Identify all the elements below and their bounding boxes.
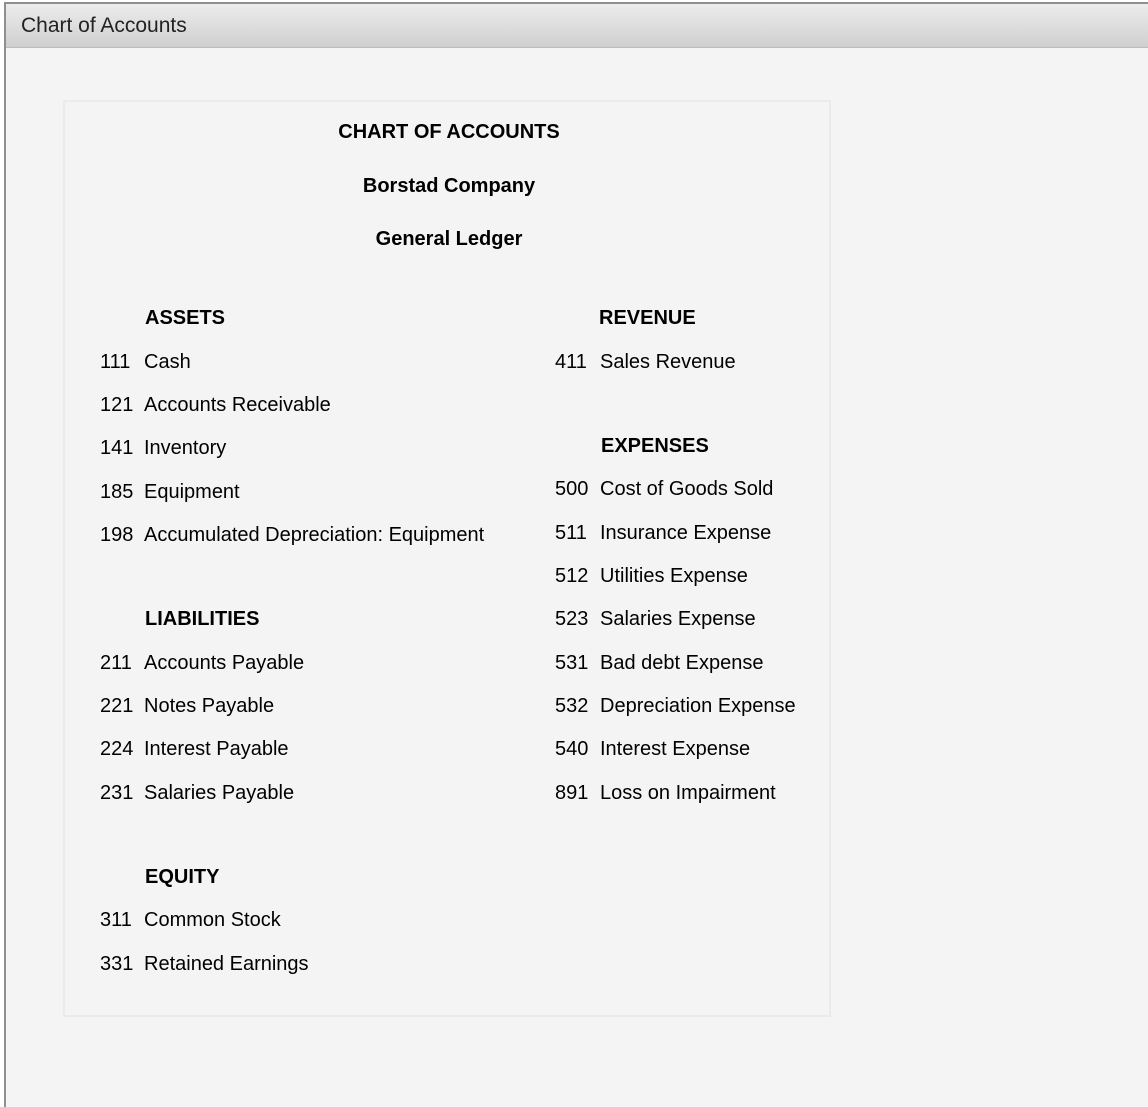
account-row [555, 782, 776, 805]
revenue-heading: REVENUE [599, 307, 696, 329]
account-number: 211 [100, 652, 132, 674]
account-name: Cost of Goods Sold [600, 478, 774, 500]
account-number: 141 [100, 437, 134, 459]
account-number: 540 [555, 738, 589, 760]
account-row [100, 481, 240, 504]
account-row [100, 437, 226, 460]
account-number: 411 [555, 351, 587, 373]
liabilities-heading: LIABILITIES [145, 608, 260, 630]
account-name: Accumulated Depreciation: Equipment [144, 524, 485, 546]
account-number: 511 [555, 522, 587, 544]
window-title-bar[interactable] [6, 4, 1148, 48]
chart-of-accounts-window [4, 2, 1148, 1107]
account-row [555, 695, 796, 718]
account-name: Salaries Expense [600, 608, 756, 630]
account-name: Sales Revenue [600, 351, 736, 373]
account-number: 532 [555, 695, 589, 717]
account-row [100, 351, 191, 374]
account-name: Inventory [144, 437, 227, 459]
account-name: Utilities Expense [600, 565, 748, 587]
equity-heading: EQUITY [145, 866, 220, 888]
account-name: Common Stock [144, 909, 281, 931]
account-row [555, 738, 750, 761]
account-number: 224 [100, 738, 134, 760]
account-number: 221 [100, 695, 134, 717]
account-row [555, 351, 736, 374]
account-row [555, 522, 771, 545]
account-row [100, 953, 309, 976]
window-title: Chart of Accounts [21, 13, 187, 37]
expenses-heading: EXPENSES [601, 435, 709, 457]
account-name: Cash [144, 351, 191, 373]
account-number: 111 [100, 351, 131, 373]
account-number: 121 [100, 394, 134, 416]
account-name: Salaries Payable [144, 782, 295, 804]
chart-title: CHART OF ACCOUNTS [338, 121, 560, 143]
account-row [555, 608, 756, 631]
account-number: 185 [100, 481, 134, 503]
account-row [100, 394, 331, 417]
account-number: 198 [100, 524, 134, 546]
account-row [555, 652, 763, 675]
account-name: Retained Earnings [144, 953, 309, 975]
account-row [100, 652, 304, 675]
chart-of-accounts-panel [63, 100, 831, 1017]
company-name: Borstad Company [362, 175, 536, 197]
assets-heading: ASSETS [145, 307, 226, 329]
ledger-name: General Ledger [375, 228, 523, 250]
account-name: Insurance Expense [600, 522, 772, 544]
account-name: Notes Payable [144, 695, 275, 717]
account-name: Equipment [144, 481, 240, 503]
account-number: 331 [100, 953, 134, 975]
account-row [555, 478, 773, 501]
account-name: Accounts Payable [144, 652, 305, 674]
account-name: Interest Expense [600, 738, 751, 760]
account-row [555, 565, 748, 588]
account-row [100, 782, 294, 805]
account-number: 891 [555, 782, 589, 804]
account-row [100, 695, 274, 718]
account-number: 531 [555, 652, 589, 674]
account-name: Depreciation Expense [600, 695, 796, 717]
account-row [100, 524, 484, 547]
account-name: Interest Payable [144, 738, 289, 760]
account-number: 500 [555, 478, 589, 500]
account-row [100, 909, 281, 932]
account-row [100, 738, 289, 761]
account-number: 512 [555, 565, 589, 587]
account-number: 311 [100, 909, 132, 931]
account-number: 523 [555, 608, 589, 630]
account-name: Bad debt Expense [600, 652, 764, 674]
account-number: 231 [100, 782, 134, 804]
account-name: Loss on Impairment [600, 782, 776, 804]
account-name: Accounts Receivable [144, 394, 331, 416]
